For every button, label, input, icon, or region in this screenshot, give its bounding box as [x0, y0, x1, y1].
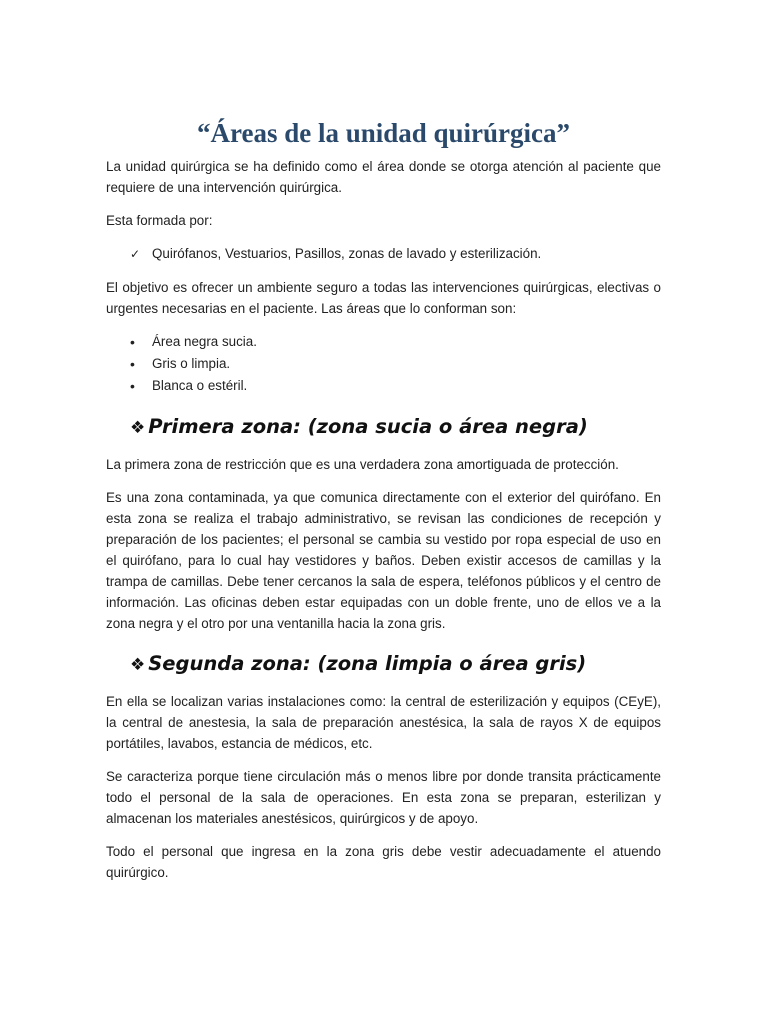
- list-item: [106, 331, 661, 353]
- section2-paragraph-1: En ella se localizan varias instalaciones como: la central de esterilización y equipos (CEyE), la central de anestesia, la sala de preparación anestésica, la sala de rayos X de equipos portátiles, lavabos, estancia de médicos, etc.: [106, 694, 661, 751]
- bullet-icon: •: [130, 334, 135, 350]
- section-heading-text: Segunda zona: (zona limpia o área gris): [148, 652, 587, 675]
- page-title: “Áreas de la unidad quirúrgica”: [196, 118, 571, 148]
- list-item: [106, 375, 661, 397]
- check-item-text: Quirófanos, Vestuarios, Pasillos, zonas de lavado y esterilización.: [152, 246, 542, 261]
- checkmark-icon: ✓: [130, 247, 141, 261]
- document-page: [106, 116, 661, 895]
- bullet-icon: •: [130, 378, 135, 394]
- formada-label: Esta formada por:: [106, 213, 213, 228]
- check-list: [106, 243, 661, 265]
- section-heading-primera: [130, 413, 661, 442]
- intro-paragraph: La unidad quirúrgica se ha definido como el área donde se otorga atención al paciente que requiere de una intervención quirúrgica.: [106, 159, 661, 195]
- area-item-text: Blanca o estéril.: [152, 378, 248, 393]
- section1-paragraph-1: La primera zona de restricción que es una verdadera zona amortiguada de protección.: [106, 457, 619, 472]
- section1-paragraph-2: Es una zona contaminada, ya que comunica directamente con el exterior del quirófano. En esta zona se realiza el trabajo administrativo, se revisan las condiciones de recepción y preparación de los pacientes; el personal se cambia su vestido por ropa especial de uso en el quirófano, para lo cual hay vestidores y baños. Deben existir accesos de camillas y la trampa de camillas. Debe tener cercanos la sala de espera, teléfonos públicos y el centro de información. Las oficinas deben estar equipadas con un doble frente, uno de ellos ve a la zona negra y el otro por una ventanilla hacia la zona gris.: [106, 490, 661, 631]
- section2-paragraph-3: Todo el personal que ingresa en la zona gris debe vestir adecuadamente el atuendo quirúrgico.: [106, 844, 661, 880]
- list-item: [106, 353, 661, 375]
- section-heading-segunda: [130, 650, 661, 679]
- section-heading-text: Primera zona: (zona sucia o área negra): [148, 415, 588, 438]
- section2-paragraph-2: Se caracteriza porque tiene circulación más o menos libre por donde transita prácticamente todo el personal de la sala de operaciones. En esta zona se preparan, esterilizan y almacenan los materiales anestésicos, quirúrgicos y de apoyo.: [106, 769, 661, 826]
- areas-list: [106, 331, 661, 397]
- area-item-text: Gris o limpia.: [152, 356, 231, 371]
- objetivo-paragraph: El objetivo es ofrecer un ambiente seguro a todas las intervenciones quirúrgicas, electivas o urgentes necesarias en el paciente. Las áreas que lo conforman son:: [106, 280, 661, 316]
- four-diamond-icon: ❖: [130, 418, 146, 438]
- four-diamond-icon: ❖: [130, 655, 146, 675]
- bullet-icon: •: [130, 356, 135, 372]
- check-list-item: [106, 243, 661, 265]
- area-item-text: Área negra sucia.: [152, 334, 257, 349]
